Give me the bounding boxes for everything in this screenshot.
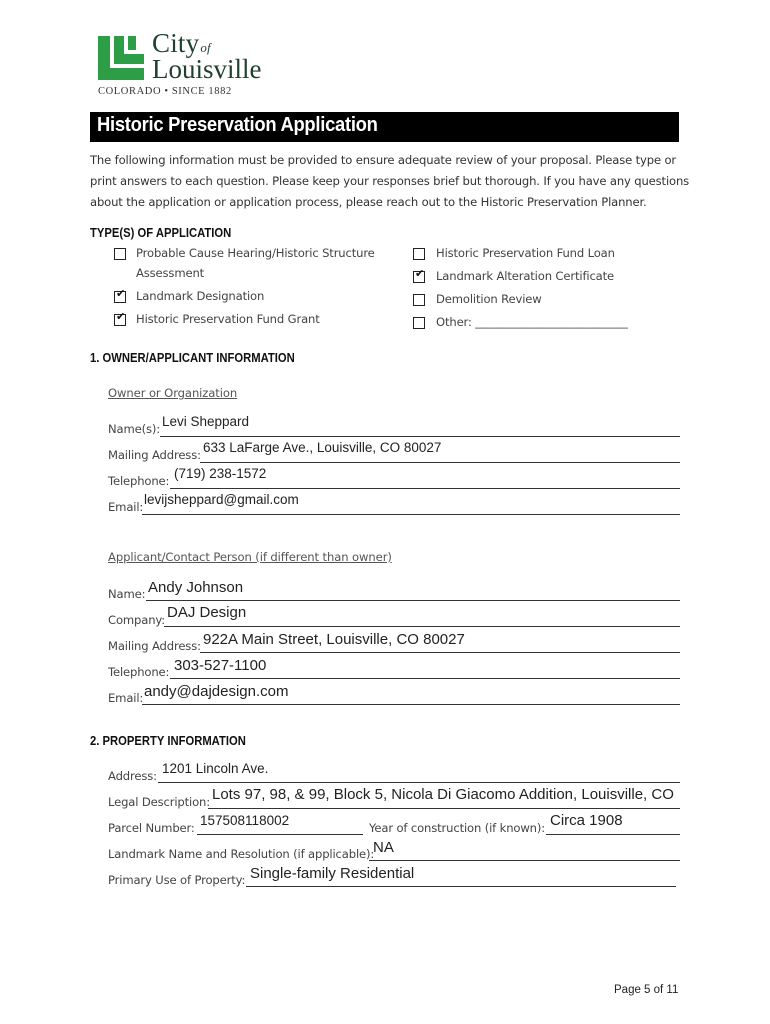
intro-line-1: The following information must be provided to ensure adequate review of your proposal. Please type or xyxy=(90,153,677,167)
year-construction-label: Year of construction (if known): xyxy=(369,821,546,835)
checkbox-label-other: Other: ___________________________ xyxy=(436,315,628,329)
checkbox-hp-fund-loan[interactable] xyxy=(413,248,425,260)
contact-email-label: Email: xyxy=(108,691,144,705)
types-heading: TYPE(S) OF APPLICATION xyxy=(90,226,232,240)
contact-phone-line xyxy=(170,678,680,679)
owner-email-label: Email: xyxy=(108,500,144,514)
city-logo-icon xyxy=(98,36,144,80)
property-address-label: Address: xyxy=(108,769,157,783)
owner-address-label: Mailing Address: xyxy=(108,448,201,462)
intro-line-3: about the application or application process, please reach out to the Historic Preservation Planner. xyxy=(90,195,647,209)
contact-address-line xyxy=(200,652,680,653)
checkbox-label-hp-fund-loan: Historic Preservation Fund Loan xyxy=(436,246,615,260)
checkbox-probable-cause[interactable] xyxy=(114,248,126,260)
checkbox-landmark-designation[interactable] xyxy=(114,287,126,303)
year-construction-line xyxy=(546,834,680,835)
landmark-name-line xyxy=(369,860,680,861)
parcel-number-field[interactable]: 157508118002 xyxy=(200,813,290,828)
page-number: Page 5 of 11 xyxy=(614,984,679,996)
contact-subheading: Applicant/Contact Person (if different than owner) xyxy=(108,550,392,564)
parcel-number-label: Parcel Number: xyxy=(108,821,195,835)
owner-phone-field[interactable]: (719) 238-1572 xyxy=(174,466,267,481)
owner-phone-line xyxy=(170,488,680,489)
contact-name-field[interactable]: Andy Johnson xyxy=(148,579,244,596)
checkbox-label-probable-cause-2: Assessment xyxy=(136,266,205,280)
property-address-line xyxy=(158,782,680,783)
checkbox-hp-fund-grant[interactable] xyxy=(114,310,126,326)
checkbox-label-landmark-designation: Landmark Designation xyxy=(136,289,265,303)
checkmark-icon: ✔ xyxy=(116,287,126,300)
contact-company-line xyxy=(164,626,680,627)
owner-name-field[interactable]: Levi Sheppard xyxy=(162,414,250,429)
checkbox-label-hp-fund-grant: Historic Preservation Fund Grant xyxy=(136,312,320,326)
logo-city-text: Cityof xyxy=(152,28,211,58)
contact-company-field[interactable]: DAJ Design xyxy=(167,604,247,621)
checkbox-demolition-review[interactable] xyxy=(413,294,425,306)
owner-phone-label: Telephone: xyxy=(108,474,170,488)
contact-name-line xyxy=(146,600,680,601)
contact-company-label: Company: xyxy=(108,613,166,627)
owner-name-label: Name(s): xyxy=(108,422,160,436)
legal-description-line xyxy=(208,808,680,809)
checkbox-landmark-alteration[interactable] xyxy=(413,267,425,283)
owner-email-field[interactable]: levijsheppard@gmail.com xyxy=(144,492,299,507)
primary-use-line xyxy=(246,886,676,887)
logo-of-text: of xyxy=(200,40,211,55)
property-section-heading: 2. PROPERTY INFORMATION xyxy=(90,734,246,748)
contact-email-line xyxy=(142,704,680,705)
logo-louisville-text: Louisville xyxy=(152,54,262,84)
landmark-name-label: Landmark Name and Resolution (if applicable): xyxy=(108,847,375,861)
contact-phone-label: Telephone: xyxy=(108,665,170,679)
legal-description-label: Legal Description: xyxy=(108,795,210,809)
owner-name-line xyxy=(160,436,680,437)
primary-use-field[interactable]: Single-family Residential xyxy=(250,865,415,882)
owner-email-line xyxy=(142,514,680,515)
checkbox-label-probable-cause: Probable Cause Hearing/Historic Structure xyxy=(136,246,375,260)
legal-description-field[interactable]: Lots 97, 98, & 99, Block 5, Nicola Di Giacomo Addition, Louisville, CO xyxy=(212,786,674,803)
contact-address-field[interactable]: 922A Main Street, Louisville, CO 80027 xyxy=(203,631,465,648)
contact-email-field[interactable]: andy@dajdesign.com xyxy=(144,683,289,700)
checkbox-label-landmark-alteration: Landmark Alteration Certificate xyxy=(436,269,615,283)
page-title: Historic Preservation Application xyxy=(97,114,378,136)
owner-subheading: Owner or Organization xyxy=(108,386,238,400)
property-address-field[interactable]: 1201 Lincoln Ave. xyxy=(162,761,269,776)
parcel-number-line xyxy=(197,834,363,835)
landmark-name-field[interactable]: NA xyxy=(373,839,394,856)
owner-section-heading: 1. OWNER/APPLICANT INFORMATION xyxy=(90,351,295,365)
checkmark-icon: ✔ xyxy=(116,310,126,323)
intro-line-2: print answers to each question. Please keep your responses brief but thorough. If you have any questions xyxy=(90,174,690,188)
owner-address-field[interactable]: 633 LaFarge Ave., Louisville, CO 80027 xyxy=(203,440,442,455)
contact-phone-field[interactable]: 303-527-1100 xyxy=(174,657,267,674)
primary-use-label: Primary Use of Property: xyxy=(108,873,246,887)
checkbox-other[interactable] xyxy=(413,317,425,329)
checkbox-label-demolition-review: Demolition Review xyxy=(436,292,542,306)
owner-address-line xyxy=(200,462,680,463)
year-construction-field[interactable]: Circa 1908 xyxy=(550,812,623,829)
contact-name-label: Name: xyxy=(108,587,146,601)
contact-address-label: Mailing Address: xyxy=(108,639,201,653)
logo-tagline: COLORADO • SINCE 1882 xyxy=(98,86,232,97)
checkmark-icon: ✔ xyxy=(415,267,425,280)
